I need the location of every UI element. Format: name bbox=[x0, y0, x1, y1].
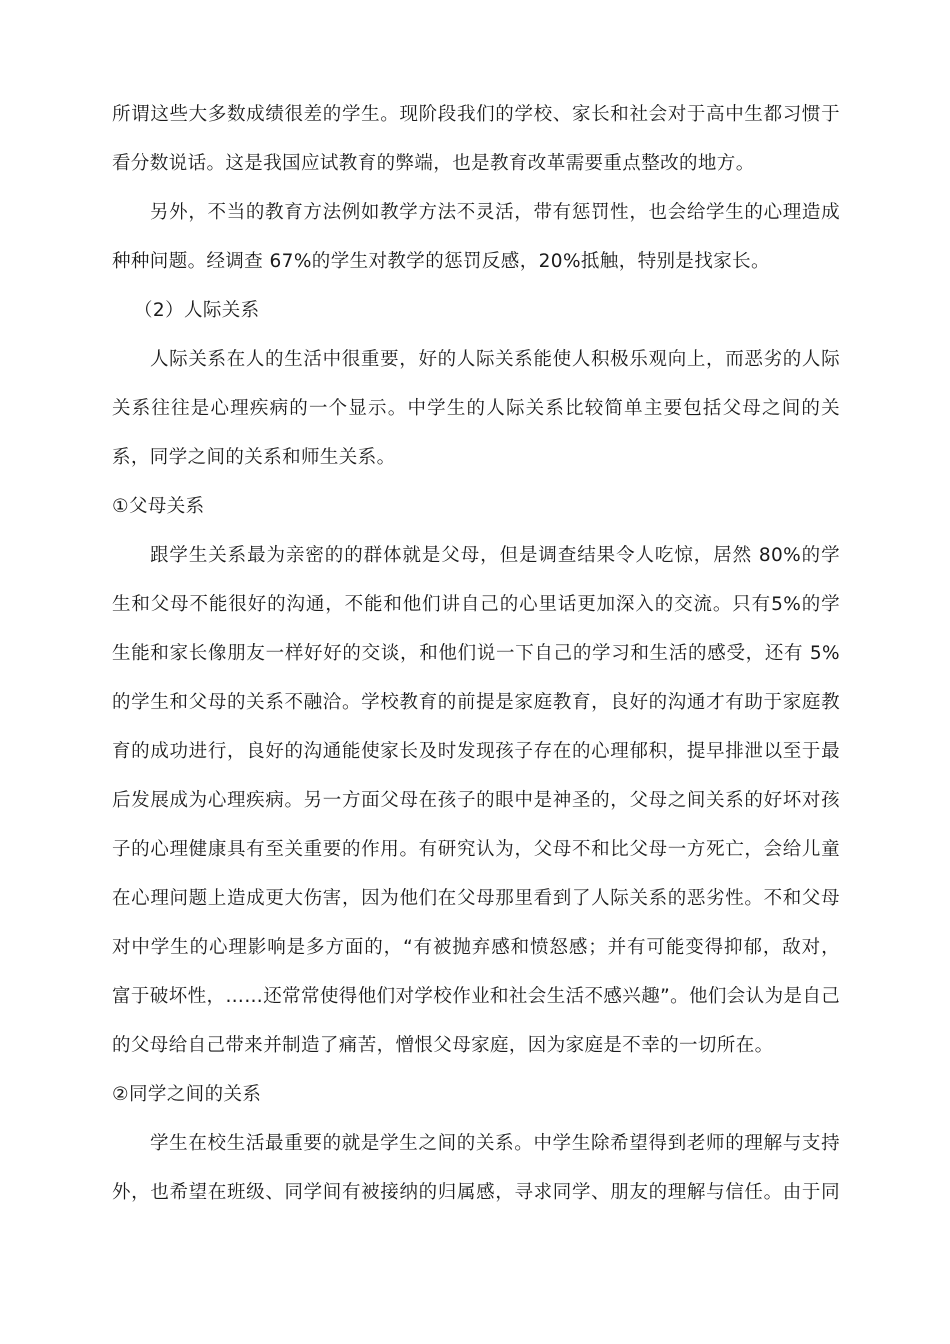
paragraph-line: 学生在校生活最重要的就是学生之间的关系。中学生除希望得到老师的理解与支持 bbox=[150, 1133, 840, 1154]
paragraph-line: 另外，不当的教育方法例如教学方法不灵活，带有惩罚性，也会给学生的心理造成 bbox=[150, 202, 840, 223]
paragraph-line: 育的成功进行，良好的沟通能使家长及时发现孩子存在的心理郁积，提早排泄以至于最 bbox=[112, 741, 840, 762]
section-heading: （2）人际关系 bbox=[134, 300, 260, 321]
paragraph-line: 富于破坏性，……还常常使得他们对学校作业和社会生活不感兴趣”。他们会认为是自己 bbox=[112, 986, 841, 1007]
paragraph-line: 的父母给自己带来并制造了痛苦，憎恨父母家庭，因为家庭是不幸的一切所在。 bbox=[112, 1035, 774, 1056]
paragraph-line: 人际关系在人的生活中很重要，好的人际关系能使人积极乐观向上，而恶劣的人际 bbox=[150, 349, 840, 370]
paragraph-line: 子的心理健康具有至关重要的作用。有研究认为，父母不和比父母一方死亡，会给儿童 bbox=[112, 839, 840, 860]
paragraph-line: 看分数说话。这是我国应试教育的弊端，也是教育改革需要重点整改的地方。 bbox=[112, 153, 755, 174]
paragraph-line: 系，同学之间的关系和师生关系。 bbox=[112, 447, 396, 468]
paragraph-line: 在心理问题上造成更大伤害，因为他们在父母那里看到了人际关系的恶劣性。不和父母 bbox=[112, 888, 840, 909]
paragraph-line: 的学生和父母的关系不融洽。学校教育的前提是家庭教育，良好的沟通才有助于家庭教 bbox=[112, 692, 840, 713]
paragraph-line: 生和父母不能很好的沟通，不能和他们讲自己的心里话更加深入的交流。只有5%的学 bbox=[112, 594, 840, 615]
paragraph-line: 种种问题。经调查 67%的学生对教学的惩罚反感，20%抵触，特别是找家长。 bbox=[112, 251, 770, 272]
subsection-heading: ①父母关系 bbox=[112, 496, 205, 517]
paragraph-line: 生能和家长像朋友一样好好的交谈，和他们说一下自己的学习和生活的感受，还有 5% bbox=[112, 643, 840, 664]
paragraph-line: 跟学生关系最为亲密的的群体就是父母，但是调查结果令人吃惊，居然 80%的学 bbox=[150, 545, 840, 566]
subsection-heading: ②同学之间的关系 bbox=[112, 1084, 262, 1105]
paragraph-line: 所谓这些大多数成绩很差的学生。现阶段我们的学校、家长和社会对于高中生都习惯于 bbox=[112, 104, 840, 125]
document-page bbox=[112, 90, 840, 1217]
paragraph-line: 对中学生的心理影响是多方面的，“有被抛弃感和愤怒感；并有可能变得抑郁，敌对， bbox=[112, 937, 840, 958]
paragraph-line: 关系往往是心理疾病的一个显示。中学生的人际关系比较简单主要包括父母之间的关 bbox=[112, 398, 840, 419]
paragraph-line: 外，也希望在班级、同学间有被接纳的归属感，寻求同学、朋友的理解与信任。由于同 bbox=[112, 1182, 840, 1203]
paragraph-line: 后发展成为心理疾病。另一方面父母在孩子的眼中是神圣的，父母之间关系的好坏对孩 bbox=[112, 790, 840, 811]
